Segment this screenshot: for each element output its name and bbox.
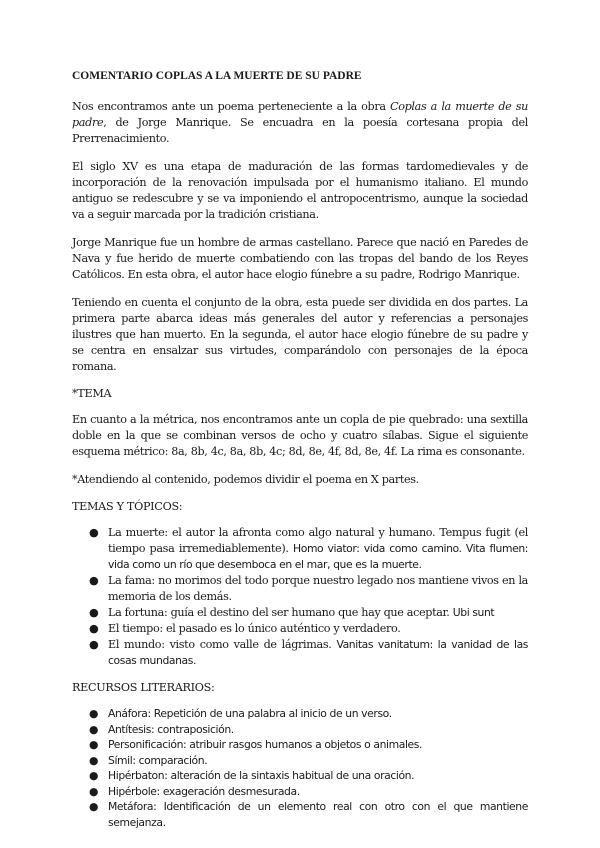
bullet-icon: ● <box>89 769 99 782</box>
bullet-icon: ● <box>89 574 99 587</box>
list-item: ● El mundo: visto como valle de lágrimas. Vanitas vanitatum: la vanidad de las cosas mundanas. <box>89 638 529 667</box>
intro-paragraph <box>72 99 528 147</box>
content-paragraph: *Atendiendo al contenido, podemos dividir el poema en X partes. <box>72 473 419 486</box>
intro-text-before: Nos encontramos ante un poema perteneciente a la obra <box>72 100 390 113</box>
bullet-icon: ● <box>89 622 99 635</box>
intro-text-after: , de Jorge Manrique. Se encuadra en la poesía cortesana propia del Prerrenacimiento. <box>72 116 528 145</box>
recursos-heading: RECURSOS LITERARIOS: <box>72 681 215 694</box>
list-item: ● Antítesis: contraposición. <box>89 722 234 736</box>
context-paragraph: El siglo XV es una etapa de maduración de las formas tardomedievales y de incorporación de la renovación impulsada por el humanismo italiano. El mundo antiguo se redescubre y se va imponiendo el antropocentrismo, aunque la sociedad va a seguir marcada por la tradición cristiana. <box>72 160 528 221</box>
bullet-icon: ● <box>89 707 99 720</box>
list-item: ● Personificación: atribuir rasgos humanos a objetos o animales. <box>89 738 423 751</box>
recursos-list <box>72 706 528 830</box>
list-item: ● El tiempo: el pasado es lo único auténtico y verdadero. <box>89 622 401 635</box>
bullet-icon: ● <box>89 638 99 651</box>
bullet-icon: ● <box>89 722 99 736</box>
list-item: ● La muerte: el autor la afronta como algo natural y humano. Tempus fugit (el tiempo pasa irremediablemente). Homo viator: vida como camino. Vita flumen: vida como un río que desemboca en el mar, que es la muerte. <box>89 526 529 571</box>
bullet-icon: ● <box>89 606 99 619</box>
author-paragraph: Jorge Manrique fue un hombre de armas castellano. Parece que nació en Paredes de Nava y fue herido de muerte combatiendo con las tropas del bando de los Reyes Católicos. En esta obra, el autor hace elogio fúnebre a su padre, Rodrigo Manrique. <box>72 236 528 281</box>
work-title: Coplas a la muerte de su padre <box>72 100 528 129</box>
temas-list <box>72 525 528 669</box>
list-item: ● La fama: no morimos del todo porque nuestro legado nos mantiene vivos en la memoria de los demás. <box>89 574 528 603</box>
bullet-icon: ● <box>89 784 99 798</box>
list-item: ● Símil: comparación. <box>89 753 208 767</box>
list-item: ● Metáfora: Identificación de un elemento real con otro con el que mantiene semejanza. <box>89 800 528 829</box>
list-item: ● Hipérbaton: alteración de la sintaxis habitual de una oración. <box>89 769 415 782</box>
bullet-icon: ● <box>89 753 99 767</box>
metrics-paragraph: En cuanto a la métrica, nos encontramos ante un copla de pie quebrado: una sextilla doble en la que se combinan versos de ocho y cuatro sílabas. Sigue el siguiente esquema métrico: 8a, 8b, 4c, 8a, 8b, 4c; 8d, 8e, 4f, 8d, 8e, 4f. La rima es consonante. <box>72 413 528 458</box>
list-item: ● La fortuna: guía el destino del ser humano que hay que aceptar. Ubi sunt <box>89 606 495 619</box>
list-item: ● Anáfora: Repetición de una palabra al inicio de un verso. <box>89 707 392 720</box>
list-item: ● Hipérbole: exageración desmesurada. <box>89 784 300 798</box>
temas-heading: TEMAS Y TÓPICOS: <box>72 500 183 513</box>
tema-label: *TEMA <box>72 387 112 400</box>
structure-paragraph: Teniendo en cuenta el conjunto de la obra, esta puede ser dividida en dos partes. La primera parte abarca ideas más generales del autor y referencias a personajes ilustres que han muerto. En la segunda, el autor hace elogio fúnebre de su padre y se centra en ensalzar sus virtudes, comparándolo con personajes de la época romana. <box>72 296 528 373</box>
bullet-icon: ● <box>89 800 99 813</box>
document-title: COMENTARIO COPLAS A LA MUERTE DE SU PADRE <box>72 70 362 82</box>
bullet-icon: ● <box>89 738 99 751</box>
bullet-icon: ● <box>89 526 99 539</box>
